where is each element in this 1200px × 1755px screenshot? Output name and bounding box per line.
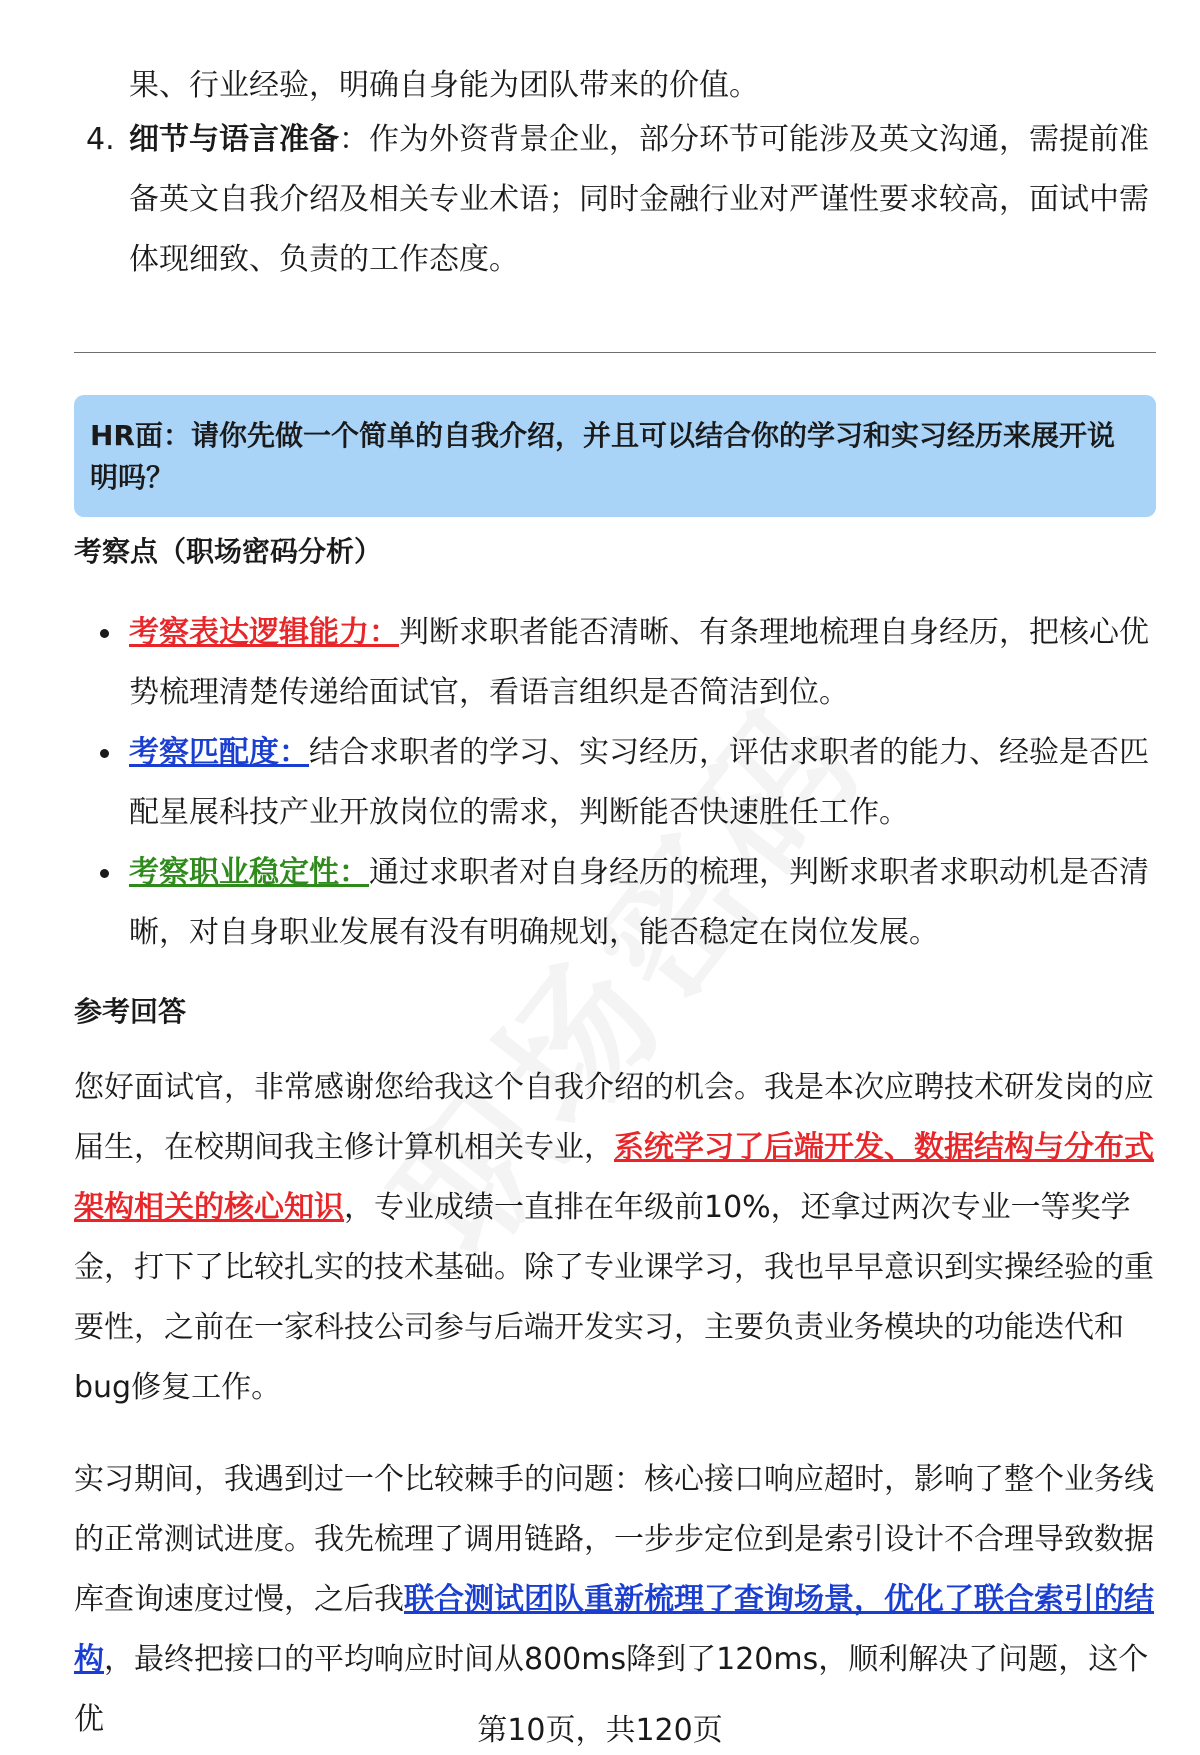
list-item xyxy=(74,603,1154,723)
question-text: HR面：请你先做一个简单的自我介绍，并且可以结合你的学习和实习经历来展开说明吗？ xyxy=(90,419,1115,494)
answer-text-part: 您好面试官，非常感谢您给我这个自我介绍的机会。我是本次应聘技术研发岗的应届生，在校期间我主修计算机相关专业， xyxy=(74,1070,1154,1165)
list-item-3-text: 果、行业经验，明确自身能为团队带来的价值。 xyxy=(129,68,759,103)
answer-highlight: 联合测试团队重新梳理了查询场景，优化了联合索引的结构 xyxy=(74,1582,1154,1677)
list-item-4-body: ：作为外资背景企业，部分环节可能涉及英文沟通，需提前准备英文自我介绍及相关专业术语；同时金融行业对严谨性要求较高，面试中需体现细致、负责的工作态度。 xyxy=(129,122,1149,277)
point-text: 通过求职者对自身经历的梳理，判断求职者求职动机是否清晰，对自身职业发展有没有明确规划，能否稳定在岗位发展。 xyxy=(129,855,1149,950)
section-divider xyxy=(74,352,1156,353)
list-item-number: 4. xyxy=(86,122,115,157)
point-label: 考察匹配度： xyxy=(129,735,309,770)
list-item-4 xyxy=(74,110,1154,290)
list-item xyxy=(74,723,1154,843)
question-callout xyxy=(74,395,1156,517)
answer-text-part: ，最终把接口的平均响应时间从800ms降到了120ms，顺利解决了问题，这个优 xyxy=(74,1642,1149,1737)
list-item xyxy=(74,843,1154,963)
list-item-4-title: 细节与语言准备 xyxy=(129,122,339,157)
answer-text-part: ，专业成绩一直排在年级前10%，还拿过两次专业一等奖学金，打下了比较扎实的技术基础。除了专业课学习，我也早早意识到实操经验的重要性，之前在一家科技公司参与后端开发实习，主要负责业务模块的功能迭代和bug修复工作。 xyxy=(74,1190,1154,1405)
point-label: 考察职业稳定性： xyxy=(129,855,369,890)
point-text: 结合求职者的学习、实习经历，评估求职者的能力、经验是否匹配星展科技产业开放岗位的需求，判断能否快速胜任工作。 xyxy=(129,735,1149,830)
section-title-points: 考察点（职场密码分析） xyxy=(74,535,383,568)
section-title-answer: 参考回答 xyxy=(74,995,187,1028)
point-text: 判断求职者能否清晰、有条理地梳理自身经历，把核心优势梳理清楚传递给面试官，看语言组织是否简洁到位。 xyxy=(129,615,1149,710)
list-item-3-tail xyxy=(74,56,1154,116)
page-footer: 第10页，共120页 xyxy=(477,1713,723,1748)
answer-text-part: 实习期间，我遇到过一个比较棘手的问题：核心接口响应超时，影响了整个业务线的正常测试进度。我先梳理了调用链路，一步步定位到是索引设计不合理导致数据库查询速度过慢，之后我 xyxy=(74,1462,1154,1617)
answer-paragraph-1 xyxy=(74,1058,1154,1418)
bullet-dot xyxy=(100,869,109,878)
points-list xyxy=(74,603,1154,963)
bullet-dot xyxy=(100,749,109,758)
answer-text xyxy=(74,1058,1154,1418)
answer-highlight: 系统学习了后端开发、数据结构与分布式架构相关的核心知识 xyxy=(74,1130,1154,1225)
list-item-4-text xyxy=(74,110,1154,290)
bullet-dot xyxy=(100,629,109,638)
point-label: 考察表达逻辑能力： xyxy=(129,615,399,650)
